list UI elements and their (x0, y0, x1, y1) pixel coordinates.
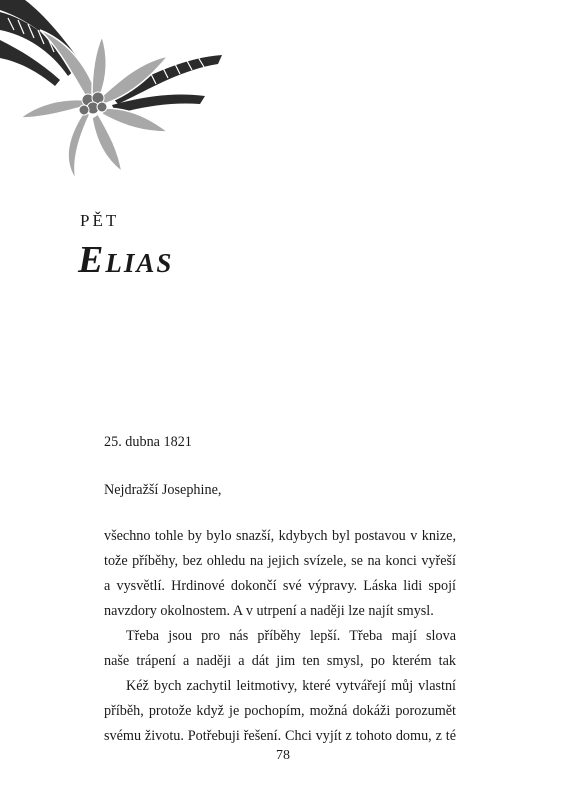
body-line: navzdory okolnostem. A v utrpení a naději lze najít smysl. (104, 603, 434, 619)
chapter-number: PĚT (80, 211, 120, 230)
body-line: Třeba jsou pro nás příběhy lepší. Třeba mají slova (126, 628, 456, 644)
body-line: a vysvětlí. Hrdinové dokončí své výpravy. Láska lidi spojí (104, 578, 456, 594)
body-line: Kéž bych zachytil leitmotivy, které vytvářejí můj vlastní (126, 678, 456, 694)
body-line: příběh, protože když je pochopím, možná dokáži porozumět (104, 703, 456, 719)
body-line: všechno tohle by bylo snazší, kdybych byl postavou v knize, (104, 528, 456, 544)
body-line: naše trápení a naději a dát jim ten smysl, po kterém tak (104, 653, 456, 669)
flower-ornament-icon (0, 0, 230, 190)
body-line: svému životu. Potřebuji řešení. Chci vyjít z tohoto domu, z té (104, 728, 456, 744)
body-line: tože příběhy, bez ohledu na jejich svízele, se na konci vyřeší (104, 553, 456, 569)
page-number: 78 (276, 748, 290, 763)
flower-center (79, 92, 107, 115)
chapter-title: Elias (78, 239, 174, 281)
letter-date: 25. dubna 1821 (104, 434, 192, 450)
letter-salutation: Nejdražší Josephine, (104, 482, 222, 498)
